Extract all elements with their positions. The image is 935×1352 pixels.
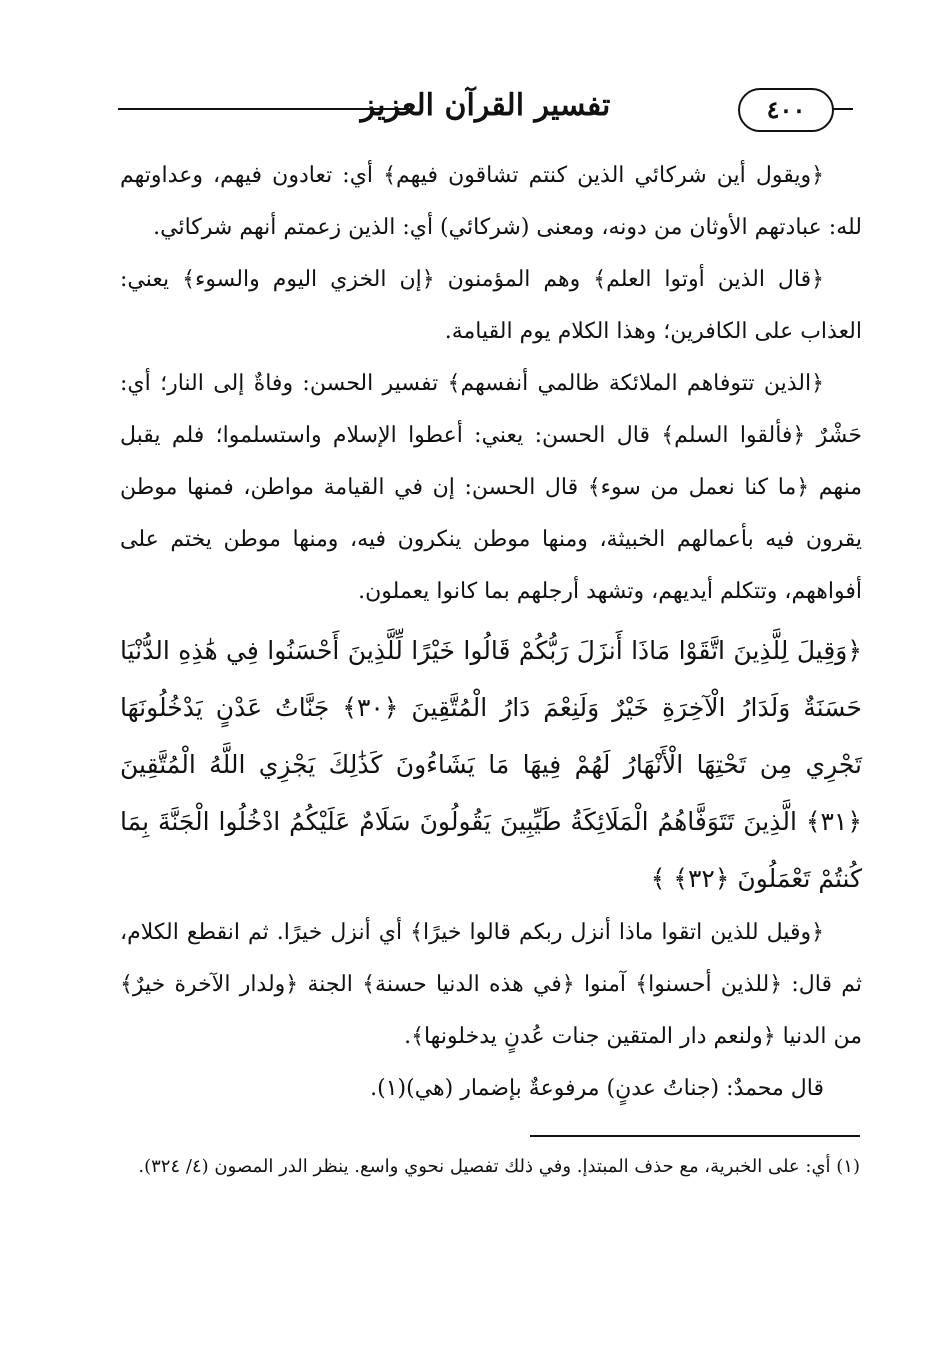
footnote: (١) أي: على الخبرية، مع حذف المبتدإ. وفي ذلك تفصيل نحوي واسع. ينظر الدر المصون (٤/ ٣٢٤). [138,1156,860,1177]
paragraph: ﴿قال الذين أوتوا العلم﴾ وهم المؤمنون ﴿إن الخزي اليوم والسوء﴾ يعني: العذاب على الكافرين؛ وهذا الكلام يوم القيامة. [120,267,862,344]
footnote-separator [530,1135,860,1137]
page-number: ٤٠٠ [738,88,834,132]
main-text [120,150,862,1115]
paragraph: ﴿الذين تتوفاهم الملائكة ظالمي أنفسهم﴾ تفسير الحسن: وفاةٌ إلى النار؛ أي: حَشْرٌ ﴿فألقوا السلم﴾ قال الحسن: يعني: أعطوا الإسلام واستسلموا؛ فلم يقبل منهم ﴿ما كنا نعمل من سوء﴾ قال الحسن: إن في القيامة مواطن، فمنها موطن يقرون فيه بأعمالهم الخبيثة، ومنها موطن ينكرون فيه، ومنها موطن يختم على أفواههم، وتتكلم أيديهم، وتشهد أرجلهم بما كانوا يعملون. [120,371,862,604]
running-title: تفسير القرآن العزيز [360,88,611,123]
paragraph: ﴿ويقول أين شركائي الذين كنتم تشاقون فيهم﴾ أي: تعادون فيهم، وعداوتهم لله: عبادتهم الأوثان من دونه، ومعنى (شركائي) أي: الذين زعمتم أنهم شركائي. [120,163,862,240]
quran-verses: ﴿وَقِيلَ لِلَّذِينَ اتَّقَوْا مَاذَا أَنزَلَ رَبُّكُمْ قَالُوا خَيْرًا لِّلَّذِينَ أَحْسَنُوا فِي هَٰذِهِ الدُّنْيَا حَسَنَةٌ وَلَدَارُ الْآخِرَةِ خَيْرٌ وَلَنِعْمَ دَارُ الْمُتَّقِينَ ﴿٣٠﴾ جَنَّاتُ عَدْنٍ يَدْخُلُونَهَا تَجْرِي مِن تَحْتِهَا الْأَنْهَارُ لَهُمْ فِيهَا مَا يَشَاءُونَ كَذَٰلِكَ يَجْزِي اللَّهُ الْمُتَّقِينَ ﴿٣١﴾ الَّذِينَ تَتَوَفَّاهُمُ الْمَلَائِكَةُ طَيِّبِينَ يَقُولُونَ سَلَامٌ عَلَيْكُمُ ادْخُلُوا الْجَنَّةَ بِمَا كُنتُمْ تَعْمَلُونَ ﴿٣٢﴾ ﴾ [120,636,862,893]
paragraph: قال محمدٌ: (جناتُ عدنٍ) مرفوعةٌ بإضمار (هي)(١). [370,1076,824,1101]
paragraph: ﴿وقيل للذين اتقوا ماذا أنزل ربكم قالوا خيرًا﴾ أي أنزل خيرًا. ثم انقطع الكلام، ثم قال: ﴿للذين أحسنوا﴾ آمنوا ﴿في هذه الدنيا حسنة﴾ الجنة ﴿ولدار الآخرة خيرٌ﴾ من الدنيا ﴿ولنعم دار المتقين جنات عُدنٍ يدخلونها﴾. [120,920,862,1049]
page-header [118,84,853,134]
